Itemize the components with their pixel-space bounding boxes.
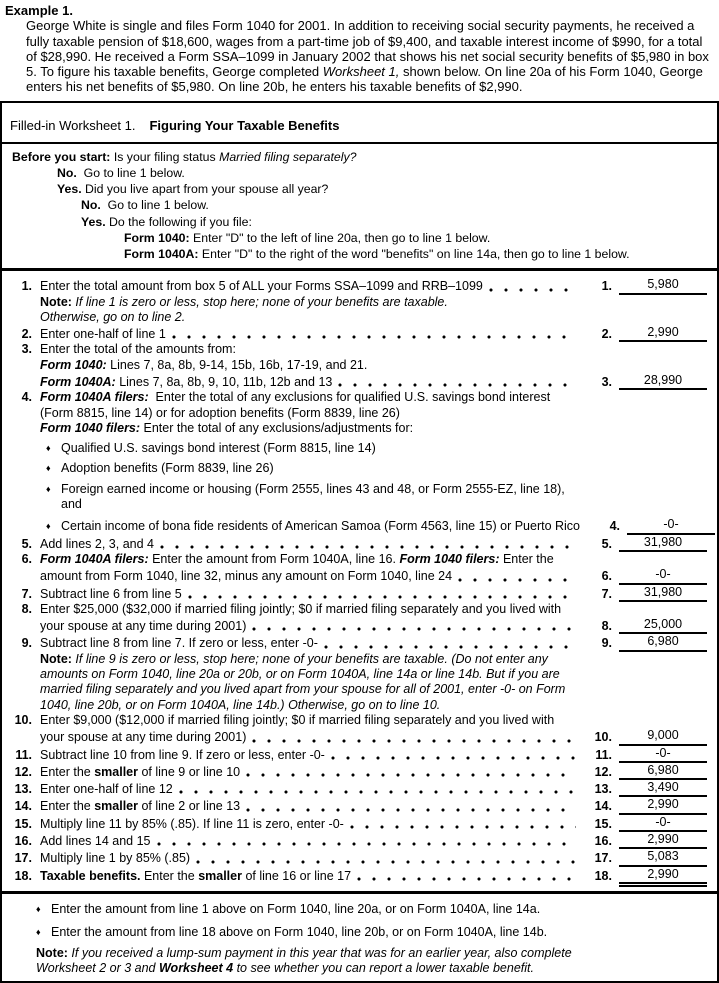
line-number: 12. — [14, 764, 32, 779]
dot-leader — [157, 832, 576, 849]
text-run: smaller — [94, 764, 138, 779]
line-number: 10. — [14, 712, 32, 727]
text-run: If you received a lump-sum payment in this year that was for an earlier year, also complete — [71, 946, 572, 961]
text-run: Lines 7, 8a, 8b, 9, 10, 11b, 12b and 13 — [115, 374, 333, 389]
example-paragraph — [26, 18, 715, 94]
bullet-diamond-icon: ♦ — [46, 443, 51, 454]
row-text — [40, 765, 240, 780]
line-number: 17. — [14, 851, 32, 866]
text-run: Enter the amount from Form 1040A, line 16. — [148, 551, 400, 566]
row-text — [40, 537, 154, 552]
text-run: Multiply line 1 by 85% (.85) — [40, 851, 191, 866]
entry-value: 5,980 — [619, 277, 707, 294]
row-text — [40, 342, 707, 357]
worksheet-row — [6, 373, 707, 390]
text-run: Enter one-half of line 12 — [40, 782, 173, 797]
text-run: and — [61, 497, 82, 512]
footer-text — [51, 925, 547, 940]
row-text — [40, 327, 166, 342]
worksheet-row — [6, 698, 707, 713]
text-run: Married filing separately? — [219, 149, 357, 164]
entry-value: 2,990 — [619, 325, 707, 342]
text-run: Note: — [36, 946, 72, 961]
value-line-number: 6. — [601, 569, 612, 584]
text-run: Enter the — [499, 551, 554, 566]
text-run: shown below. On line 20a of his Form 1040, George enters his net benefits of $5,980. On line 20b, he enters his taxable benefits of $2,990. — [26, 64, 707, 95]
worksheet-row — [6, 325, 707, 342]
text-run: Multiply line 11 by 85% (.85). If line 11 is zero, enter -0- — [40, 816, 344, 831]
row-text — [40, 636, 318, 651]
text-run: Did you live apart from your spouse all year? — [81, 182, 329, 197]
entry-value: 6,980 — [619, 763, 707, 780]
text-run: Adoption benefits (Form 8839, line 26) — [61, 461, 274, 476]
text-run: Form 1040: — [40, 357, 107, 372]
worksheet-row — [6, 497, 707, 512]
text-run: If line 9 is zero or less, stop here; none of your benefits are taxable. (Do not enter any — [75, 651, 548, 666]
row-text — [40, 375, 332, 390]
text-run: smaller — [94, 799, 138, 814]
text-run: Enter $9,000 ($12,000 if married filing jointly; $0 if married filing separately and you lived with — [40, 712, 555, 727]
worksheet-row — [6, 390, 707, 405]
entry-value: 2,990 — [619, 797, 707, 814]
row-text — [40, 748, 325, 763]
line-number: 8. — [21, 601, 32, 616]
text-run: Enter one-half of line 1 — [40, 327, 166, 342]
before-you-start-row — [2, 246, 717, 262]
bullet-diamond-icon: ♦ — [46, 483, 51, 494]
worksheet-box — [0, 101, 719, 983]
dot-leader — [246, 797, 576, 814]
footer-row — [36, 925, 707, 940]
footer-text — [36, 961, 534, 976]
row-text — [40, 497, 707, 512]
text-run: Yes. — [81, 214, 106, 229]
worksheet-row — [6, 421, 707, 436]
bullet-diamond-icon: ♦ — [46, 463, 51, 474]
bullet-diamond-icon: ♦ — [36, 903, 41, 914]
worksheet-row — [6, 746, 707, 763]
before-you-start-row — [2, 214, 717, 230]
dot-leader — [252, 617, 576, 634]
worksheet-row — [6, 602, 707, 617]
text-run: married filing separately and you lived apart from your spouse for all of 2001, enter -0- on Form — [40, 682, 566, 697]
text-run: Form 1040 filers: — [40, 420, 141, 435]
value-line-number: 14. — [594, 799, 612, 814]
footer-row — [36, 946, 707, 961]
text-run: Form 1040A: — [124, 247, 199, 261]
row-text — [40, 587, 182, 602]
value-line-number: 10. — [594, 730, 612, 745]
text-run: George White is single and files Form 1040 for 2001. In addition to receiving social security payments, he received a fully taxable pension of $18,600, wages from a part-time job of $9,400, and taxable interest income of $990, for a total of $28,990. He received a Form SSA–1099 in January 2002 that shows his net social security benefits of $5,980 in box 5. To figure his taxable benefits, George completed — [26, 18, 713, 80]
dot-leader — [196, 849, 576, 866]
row-text — [40, 310, 707, 325]
row-text — [40, 698, 707, 713]
entry-value: 31,980 — [619, 585, 707, 602]
text-run: Add lines 14 and 15 — [40, 834, 151, 848]
text-run: Certain income of bona fide residents of American Samoa (Form 4563, line 15) or Puerto Rico — [61, 519, 581, 534]
row-text — [40, 602, 707, 617]
value-line-number: 5. — [601, 536, 612, 551]
value-line-number: 4. — [609, 519, 621, 534]
footer-text — [36, 946, 572, 961]
entry-value: -0- — [619, 567, 707, 584]
row-text — [40, 552, 707, 567]
worksheet-row — [6, 617, 707, 634]
row-text — [61, 519, 580, 534]
entry-value: 28,990 — [619, 373, 707, 390]
text-run: Is your filing status — [110, 149, 220, 164]
text-run: Do the following if you file: — [105, 214, 252, 229]
value-line-number: 8. — [601, 619, 612, 634]
text-run: Qualified U.S. savings bond interest (Form 8815, line 14) — [61, 441, 376, 456]
text-run: Worksheet 2 or 3 and — [36, 961, 159, 976]
value-line-number: 7. — [601, 586, 612, 601]
line-number: 9. — [21, 636, 32, 651]
worksheet-row — [6, 567, 707, 584]
before-you-start-row — [2, 197, 717, 213]
text-run: Note: — [40, 294, 76, 309]
value-line-number: 9. — [601, 636, 612, 651]
text-run: Form 1040A filers: — [40, 390, 149, 405]
text-run: Foreign earned income or housing (Form 2555, lines 43 and 48, or Form 2555-EZ, line 18), — [61, 481, 565, 496]
text-run: amounts on Form 1040, line 20a or 20b, or on Form 1040A, line 14a or line 14b. But if you are — [40, 667, 560, 682]
row-text — [40, 358, 707, 373]
text-run: your spouse at any time during 2001) — [40, 730, 247, 745]
entry-value: 2,990 — [619, 832, 707, 849]
bullet-diamond-icon: ♦ — [46, 521, 51, 532]
worksheet-footer-section — [2, 894, 717, 981]
worksheet-row — [6, 295, 707, 310]
worksheet-row — [6, 535, 707, 552]
line-number: 13. — [14, 782, 32, 797]
text-run: amount from Form 1040, line 32, minus any amount on Form 1040, line 24 — [40, 569, 453, 584]
example-heading: Example 1. — [5, 3, 73, 18]
text-run: your spouse at any time during 2001) — [40, 619, 247, 634]
footer-text — [51, 902, 540, 917]
footer-row — [36, 961, 707, 976]
line-number: 18. — [14, 868, 32, 883]
text-run: Enter "D" to the left of line 20a, then go to line 1 below. — [189, 230, 491, 245]
value-line-number: 2. — [601, 327, 612, 342]
text-run: Subtract line 8 from line 7. If zero or less, enter -0- — [40, 636, 318, 651]
worksheet-row — [6, 728, 707, 745]
row-text — [61, 441, 707, 456]
dot-leader — [252, 728, 576, 745]
value-line-number: 13. — [594, 782, 612, 797]
row-text — [40, 834, 151, 849]
bullet-diamond-icon: ♦ — [36, 926, 41, 937]
value-line-number: 3. — [601, 374, 612, 389]
worksheet-row — [6, 441, 707, 456]
line-number: 14. — [14, 799, 32, 814]
text-run: Otherwise, go on to line 2. — [40, 309, 186, 324]
row-text — [40, 817, 344, 832]
text-run: Enter the amount from line 18 above on Form 1040, line 20b, or on Form 1040A, line 14b. — [51, 924, 548, 939]
worksheet-row — [6, 482, 707, 497]
value-line-number: 11. — [595, 747, 612, 762]
worksheet-row — [6, 634, 707, 651]
text-run: Subtract line 10 from line 9. If zero or less, enter -0- — [40, 747, 325, 762]
text-run: (Form 8815, line 14) or for adoption benefits (Form 8839, line 26) — [40, 405, 400, 420]
value-line-number: 18. — [594, 868, 612, 883]
example-section — [0, 0, 719, 95]
entry-value: 25,000 — [619, 617, 707, 634]
text-run: If line 1 is zero or less, stop here; none of your benefits are taxable. — [75, 294, 448, 309]
text-run: Enter the total of the amounts from: — [40, 342, 236, 357]
text-run: to see whether you can report a lower taxable benefit. — [233, 961, 534, 976]
row-text — [40, 782, 173, 797]
row-text — [40, 682, 707, 697]
worksheet-row — [6, 713, 707, 728]
line-number: 15. — [14, 816, 32, 831]
text-run: Form 1040: — [124, 230, 190, 245]
dot-leader — [350, 815, 576, 832]
text-run: Taxable benefits. — [40, 868, 141, 883]
text-run: Worksheet 4 — [158, 961, 234, 976]
worksheet-row — [6, 517, 707, 534]
text-run: Enter the total amount from box 5 of ALL your Forms SSA–1099 and RRB–1099 — [40, 279, 483, 294]
worksheet-row — [6, 342, 707, 357]
dot-leader — [331, 746, 576, 763]
dot-leader — [172, 325, 576, 342]
value-line-number: 12. — [594, 764, 612, 779]
text-run: Enter the amount from line 1 above on Form 1040, line 20a, or on Form 1040A, line 14a. — [51, 901, 541, 916]
text-run: Form 1040 filers: — [399, 551, 500, 566]
worksheet-row — [6, 815, 707, 832]
worksheet-row — [6, 780, 707, 797]
worksheet-row — [6, 277, 707, 294]
worksheet-row — [6, 406, 707, 421]
text-run: Lines 7, 8a, 8b, 9-14, 15b, 16b, 17-19, and 21. — [106, 357, 368, 372]
worksheet-row — [6, 763, 707, 780]
text-run: Form 1040A filers: — [40, 551, 149, 566]
worksheet-row — [6, 667, 707, 682]
text-run: No. — [57, 165, 77, 180]
worksheet-row — [6, 552, 707, 567]
entry-value: -0- — [627, 517, 715, 534]
text-run: Go to line 1 below. — [100, 198, 209, 213]
row-text — [40, 869, 351, 884]
dot-leader — [357, 867, 576, 884]
text-run: Enter $25,000 ($32,000 if married filing jointly; $0 if married filing separately and you lived with — [40, 601, 562, 616]
text-run: Enter "D" to the right of the word "benefits" on line 14a, then go to line 1 below. — [198, 247, 630, 261]
worksheet-row — [6, 310, 707, 325]
text-run: Before you start: — [12, 149, 111, 164]
worksheet-row — [6, 652, 707, 667]
text-run: Note: — [40, 651, 76, 666]
row-text — [40, 619, 246, 634]
worksheet-title — [2, 103, 717, 144]
dot-leader — [324, 634, 576, 651]
value-line-number: 1. — [601, 279, 612, 294]
entry-value: 31,980 — [619, 535, 707, 552]
dot-leader — [188, 585, 576, 602]
entry-value: 2,990 — [619, 867, 707, 884]
entry-value: -0- — [619, 815, 707, 832]
row-text — [40, 295, 707, 310]
worksheet-row — [6, 358, 707, 373]
line-number: 7. — [21, 586, 32, 601]
entry-value: 6,980 — [619, 634, 707, 651]
entry-value: 3,490 — [619, 780, 707, 797]
before-you-start-section — [2, 144, 717, 271]
worksheet-row — [6, 797, 707, 814]
line-number: 1. — [21, 279, 32, 294]
entry-value: 9,000 — [619, 728, 707, 745]
line-number: 2. — [21, 327, 32, 342]
before-you-start-row — [2, 181, 717, 197]
row-text — [61, 461, 707, 476]
text-run: Enter the total of any exclusions/adjustments for: — [140, 420, 414, 435]
row-text — [40, 667, 707, 682]
dot-leader — [246, 763, 576, 780]
text-run: Enter the — [40, 764, 95, 779]
row-text — [40, 390, 707, 405]
text-run: Yes. — [57, 182, 82, 197]
text-run: Subtract line 6 from line 5 — [40, 586, 182, 601]
row-text — [40, 421, 707, 436]
text-run: Form 1040A: — [40, 374, 116, 389]
value-line-number: 15. — [594, 816, 612, 831]
text-run: Worksheet 1, — [322, 64, 400, 80]
line-number: 6. — [21, 551, 32, 566]
value-line-number: 17. — [594, 851, 612, 866]
row-text — [40, 279, 483, 294]
row-text — [40, 713, 707, 728]
worksheet-row — [6, 461, 707, 476]
worksheet-title-main: Figuring Your Taxable Benefits — [149, 117, 340, 133]
row-text — [40, 569, 452, 584]
text-run: Enter the — [140, 868, 199, 883]
text-run: smaller — [198, 868, 242, 883]
dot-leader — [458, 567, 576, 584]
line-number: 4. — [21, 390, 32, 405]
text-run: of line 16 or line 17 — [241, 868, 352, 883]
dot-leader — [338, 373, 576, 390]
text-run: Add lines 2, 3, and 4 — [40, 536, 154, 551]
worksheet-row — [6, 832, 707, 849]
entry-value: -0- — [619, 746, 707, 763]
entry-value: 5,083 — [619, 849, 707, 866]
line-number: 5. — [21, 536, 32, 551]
text-run: Enter the total of any exclusions for qualified U.S. savings bond interest — [148, 390, 551, 405]
text-run: of line 9 or line 10 — [137, 764, 241, 779]
before-you-start-row — [2, 149, 717, 165]
row-text — [40, 730, 246, 745]
dot-leader — [160, 535, 576, 552]
line-number: 3. — [21, 342, 32, 357]
worksheet-lines-section — [2, 271, 717, 894]
text-run: Enter the — [40, 799, 95, 814]
row-text — [40, 652, 707, 667]
value-line-number: 16. — [594, 834, 612, 848]
row-text — [40, 799, 240, 814]
text-run: No. — [81, 198, 101, 213]
worksheet-row — [6, 682, 707, 697]
footer-row — [36, 902, 707, 917]
line-number: 16. — [14, 834, 32, 848]
dot-leader — [179, 780, 576, 797]
before-you-start-row — [2, 230, 717, 246]
text-run: 1040, line 20b, or on Form 1040A, line 14b.) Otherwise, go on to line 10. — [40, 697, 441, 712]
text-run: of line 2 or line 13 — [137, 799, 241, 814]
text-run: Go to line 1 below. — [76, 165, 185, 180]
worksheet-row — [6, 849, 707, 866]
worksheet-row — [6, 867, 707, 884]
before-you-start-row — [2, 165, 717, 181]
worksheet-title-prefix: Filled-in Worksheet 1. — [10, 117, 136, 133]
row-text — [40, 406, 707, 421]
row-text — [40, 851, 190, 866]
line-number: 11. — [15, 747, 32, 762]
dot-leader — [489, 277, 576, 294]
worksheet-row — [6, 585, 707, 602]
row-text — [61, 482, 707, 497]
